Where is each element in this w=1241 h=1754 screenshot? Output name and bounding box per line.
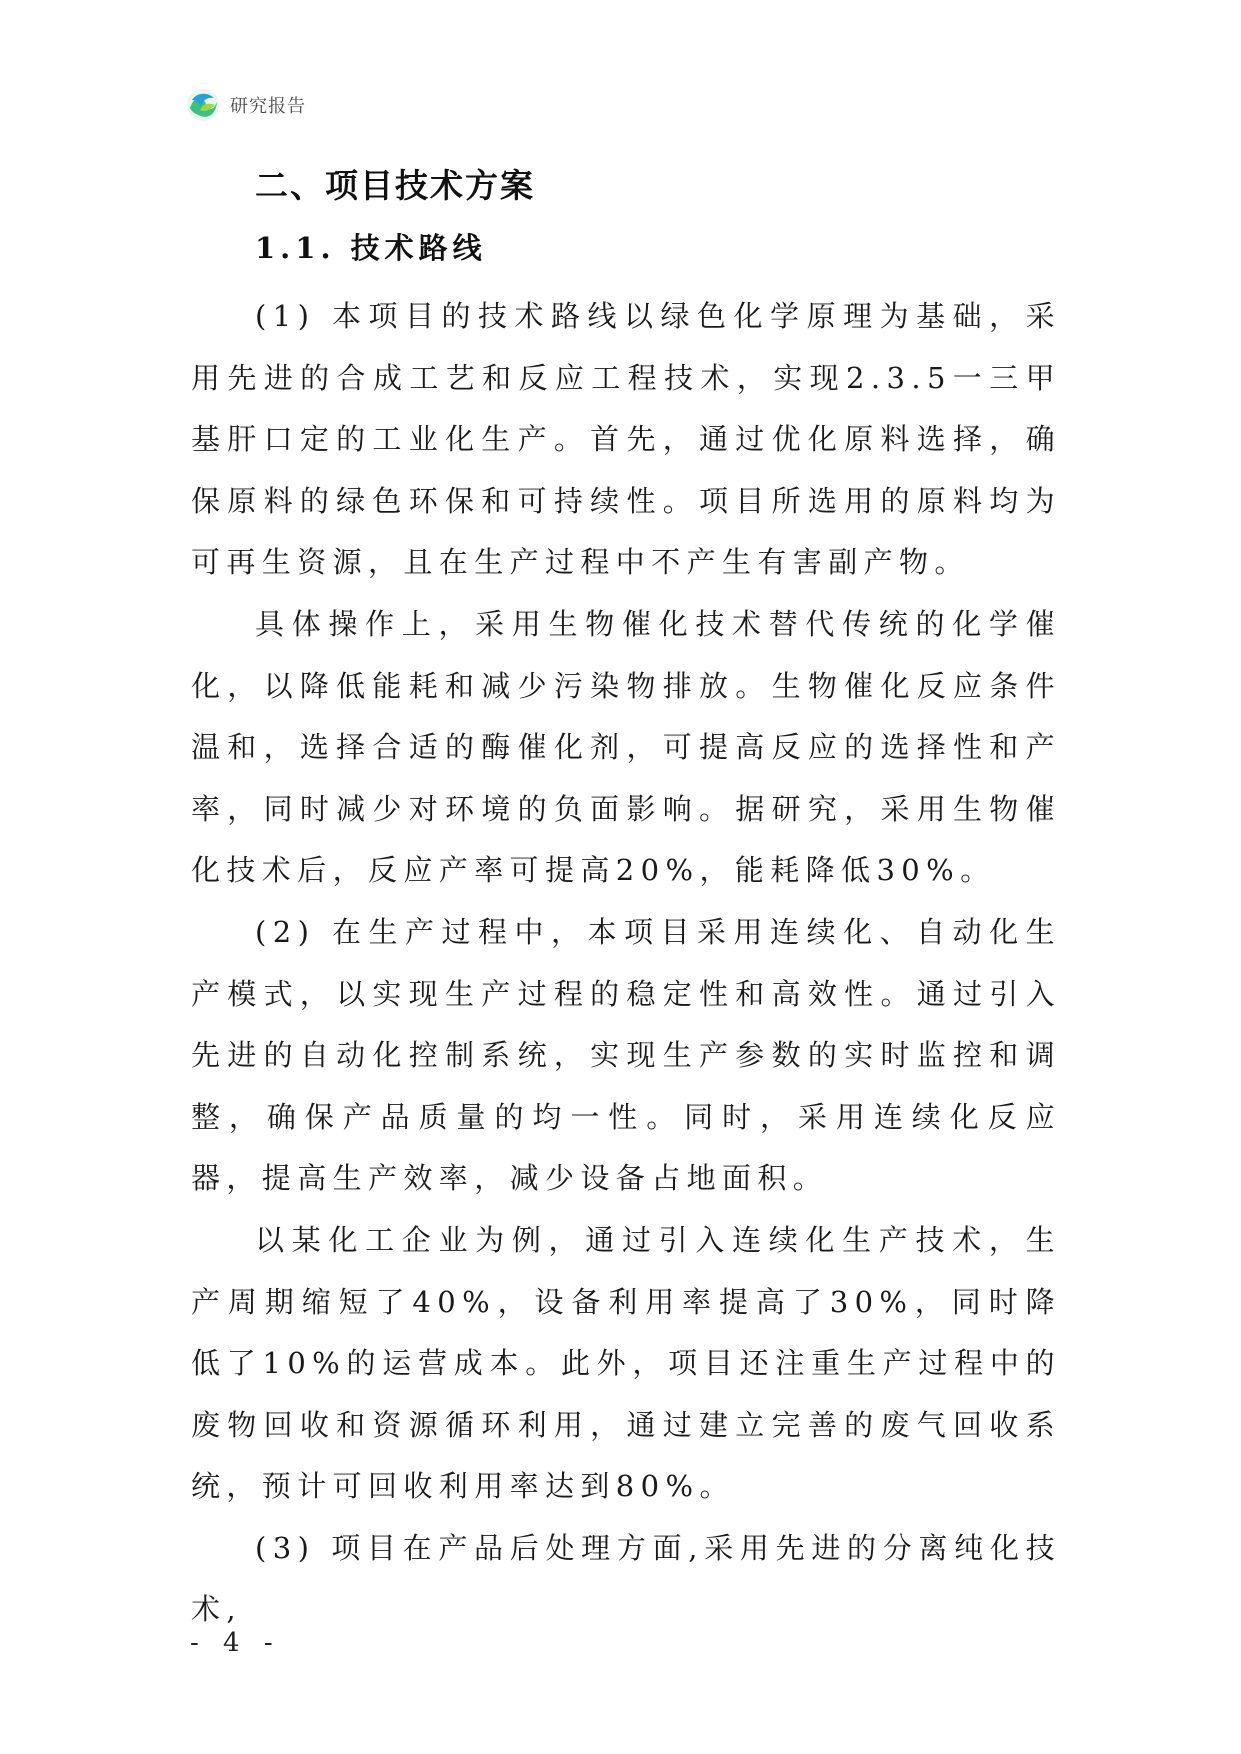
paragraph: 以某化工企业为例，通过引入连续化生产技术，生产周期缩短了40%，设备利用率提高了30%，同时降低了10%的运营成本。此外，项目还注重生产过程中的废物回收和资源循环利用，通过建立完善的废气回收系统，预计可回收利用率达到80%。 bbox=[191, 1222, 1061, 1504]
body-text bbox=[191, 286, 1061, 1641]
paragraph: (1) 本项目的技术路线以绿色化学原理为基础，采用先进的合成工艺和反应工程技术，实现2.3.5一三甲基肝口定的工业化生产。首先，通过优化原料选择，确保原料的绿色环保和可持续性。项目所选用的原料均为可再生资源，且在生产过程中不产生有害副产物。 bbox=[191, 299, 1061, 580]
section-subheading: 1.1. 技术路线 bbox=[255, 231, 487, 265]
paragraph: (3) 项目在产品后处理方面,采用先进的分离纯化技术, bbox=[191, 1530, 1061, 1627]
colorful-leaf-logo-icon bbox=[186, 88, 220, 122]
section-heading: 二、项目技术方案 bbox=[255, 166, 535, 205]
page-number: - 4 - bbox=[190, 1628, 281, 1658]
page-header bbox=[186, 88, 306, 122]
header-title: 研究报告 bbox=[230, 96, 306, 117]
paragraph: (2) 在生产过程中，本项目采用连续化、自动化生产模式，以实现生产过程的稳定性和高效性。通过引入先进的自动化控制系统，实现生产参数的实时监控和调整，确保产品质量的均一性。同时，采用连续化反应器，提高生产效率，减少设备占地面积。 bbox=[191, 914, 1061, 1196]
paragraph: 具体操作上，采用生物催化技术替代传统的化学催化，以降低能耗和减少污染物排放。生物催化反应条件温和，选择合适的酶催化剂，可提高反应的选择性和产率，同时减少对环境的负面影响。据研究，采用生物催化技术后，反应产率可提高20%，能耗降低30%。 bbox=[191, 606, 1061, 888]
